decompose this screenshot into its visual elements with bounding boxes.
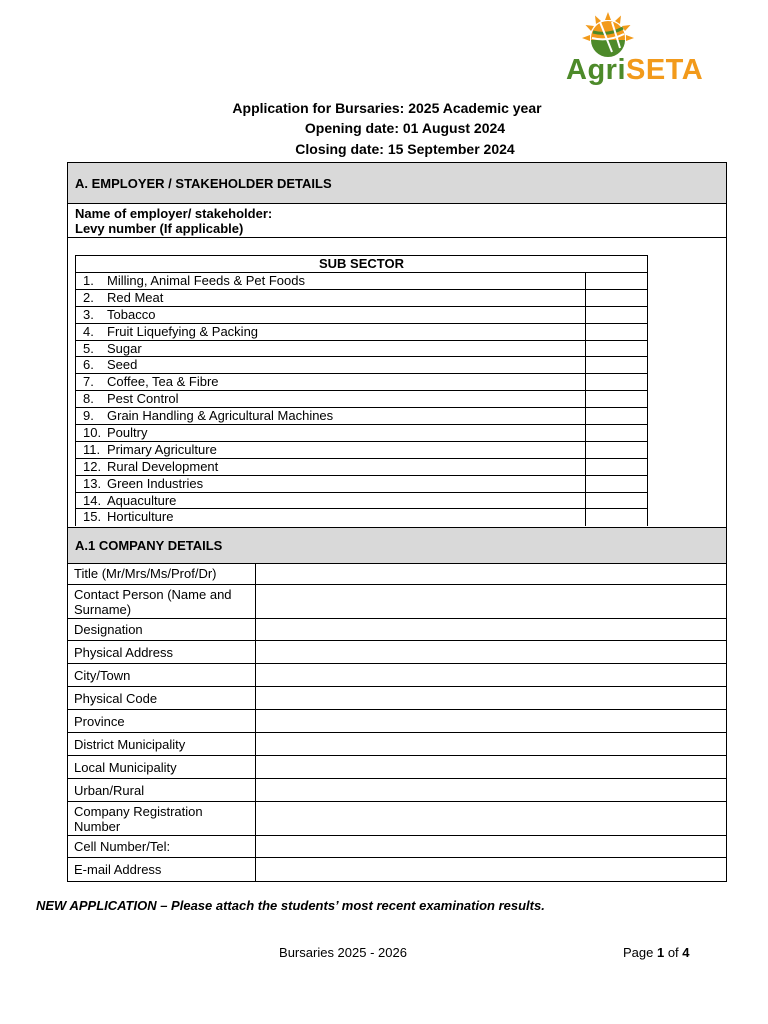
sub-sector-row [76, 273, 647, 290]
company-detail-input[interactable] [256, 836, 726, 857]
section-a-heading: A. EMPLOYER / STAKEHOLDER DETAILS [68, 163, 726, 204]
sub-sector-row [76, 493, 647, 510]
company-detail-row [68, 756, 726, 779]
sub-sector-title: SUB SECTOR [76, 256, 647, 273]
company-detail-label: Company Registration Number [68, 802, 256, 835]
sub-sector-checkbox-cell[interactable] [586, 324, 647, 340]
sub-sector-row [76, 357, 647, 374]
sub-sector-checkbox-cell[interactable] [586, 391, 647, 407]
sub-sector-checkbox-cell[interactable] [586, 493, 647, 509]
logo-seta-text: SETA [626, 54, 704, 86]
company-detail-input[interactable] [256, 563, 726, 584]
sub-sector-row [76, 324, 647, 341]
opening-date: Opening date: 01 August 2024 [304, 120, 506, 136]
company-detail-label: Title (Mr/Mrs/Ms/Prof/Dr) [68, 563, 256, 584]
sub-sector-number: 15. [83, 509, 102, 525]
sub-sector-label [76, 442, 586, 458]
sub-sector-row [76, 442, 647, 459]
sub-sector-label [76, 357, 586, 373]
page-total: 4 [682, 945, 690, 960]
company-detail-row [68, 710, 726, 733]
sub-sector-table [75, 255, 648, 526]
sub-sector-number: 6. [83, 357, 94, 373]
company-detail-label: Local Municipality [68, 756, 256, 778]
sub-sector-row [76, 509, 647, 526]
company-detail-row [68, 836, 726, 858]
sub-sector-row [76, 425, 647, 442]
sub-sector-number: 3. [83, 306, 94, 322]
application-form-table [67, 162, 727, 882]
sub-sector-number: 2. [83, 289, 94, 305]
page-indicator [623, 945, 690, 960]
sub-sector-name: Coffee, Tea & Fibre [107, 374, 219, 390]
sub-sector-row [76, 408, 647, 425]
section-a1-heading: A.1 COMPANY DETAILS [68, 527, 726, 564]
sub-sector-number: 4. [83, 323, 94, 339]
company-detail-input[interactable] [256, 858, 726, 881]
sub-sector-row [76, 341, 647, 358]
employer-name-label: Name of employer/ stakeholder: [75, 206, 273, 221]
employer-details-block[interactable] [68, 204, 726, 238]
sub-sector-name: Pest Control [107, 391, 179, 407]
company-detail-input[interactable] [256, 756, 726, 778]
sub-sector-label [76, 290, 586, 306]
sub-sector-label [76, 391, 586, 407]
company-detail-label: Province [68, 710, 256, 732]
sub-sector-checkbox-cell[interactable] [586, 273, 647, 289]
sub-sector-row [76, 459, 647, 476]
sub-sector-checkbox-cell[interactable] [586, 341, 647, 357]
sub-sector-name: Horticulture [107, 509, 174, 525]
sub-sector-checkbox-cell[interactable] [586, 290, 647, 306]
sub-sector-label [76, 476, 586, 492]
company-detail-input[interactable] [256, 802, 726, 835]
sub-sector-number: 10. [83, 425, 102, 441]
sub-sector-label [76, 425, 586, 441]
sub-sector-row [76, 307, 647, 324]
company-detail-row [68, 802, 726, 836]
sub-sector-row [76, 476, 647, 493]
sub-sector-number: 9. [83, 408, 94, 424]
company-detail-label: Urban/Rural [68, 779, 256, 801]
sub-sector-name: Grain Handling & Agricultural Machines [107, 408, 334, 424]
sub-sector-label [76, 374, 586, 390]
company-detail-label: Physical Address [68, 641, 256, 663]
company-detail-input[interactable] [256, 641, 726, 663]
sub-sector-name: Seed [107, 357, 138, 373]
sub-sector-name: Poultry [107, 425, 148, 441]
sub-sector-name: Rural Development [107, 458, 219, 474]
company-detail-label: District Municipality [68, 733, 256, 755]
sub-sector-label [76, 493, 586, 509]
company-detail-row [68, 779, 726, 802]
page-prefix: Page [623, 945, 657, 960]
sub-sector-label [76, 408, 586, 424]
company-detail-input[interactable] [256, 619, 726, 640]
company-detail-input[interactable] [256, 710, 726, 732]
sub-sector-label [76, 509, 586, 526]
company-detail-row [68, 733, 726, 756]
sub-sector-name: Sugar [107, 340, 142, 356]
sub-sector-checkbox-cell[interactable] [586, 408, 647, 424]
company-detail-input[interactable] [256, 585, 726, 618]
company-detail-row [68, 563, 726, 585]
company-detail-input[interactable] [256, 779, 726, 801]
sub-sector-number: 11. [83, 441, 101, 457]
page-of: of [664, 945, 683, 960]
sub-sector-checkbox-cell[interactable] [586, 357, 647, 373]
sub-sector-label [76, 324, 586, 340]
company-detail-label: E-mail Address [68, 858, 256, 881]
company-detail-label: City/Town [68, 664, 256, 686]
company-detail-label: Physical Code [68, 687, 256, 709]
form-title: Application for Bursaries: 2025 Academic year [232, 100, 542, 116]
sub-sector-row [76, 290, 647, 307]
company-detail-input[interactable] [256, 687, 726, 709]
sub-sector-number: 1. [83, 273, 94, 288]
sub-sector-checkbox-cell[interactable] [586, 442, 647, 458]
company-detail-input[interactable] [256, 664, 726, 686]
sub-sector-checkbox-cell[interactable] [586, 307, 647, 323]
sub-sector-name: Green Industries [107, 475, 204, 491]
sub-sector-label [76, 273, 586, 289]
company-detail-row [68, 585, 726, 619]
company-detail-row [68, 619, 726, 641]
sub-sector-number: 13. [83, 475, 102, 491]
company-detail-row [68, 687, 726, 710]
sub-sector-checkbox-cell[interactable] [586, 374, 647, 390]
closing-date: Closing date: 15 September 2024 [295, 141, 515, 157]
company-detail-label: Contact Person (Name and Surname) [68, 585, 256, 618]
company-detail-row [68, 858, 726, 881]
company-detail-row [68, 641, 726, 664]
sub-sector-name: Red Meat [107, 289, 164, 305]
sub-sector-name: Aquaculture [107, 492, 177, 508]
levy-number-label: Levy number (If applicable) [75, 221, 244, 236]
sub-sector-name: Milling, Animal Feeds & Pet Foods [107, 273, 305, 288]
company-detail-label: Cell Number/Tel: [68, 836, 256, 857]
sub-sector-checkbox-cell[interactable] [586, 509, 647, 526]
sub-sector-name: Tobacco [107, 306, 156, 322]
sub-sector-row [76, 374, 647, 391]
sub-sector-checkbox-cell[interactable] [586, 459, 647, 475]
footer-title: Bursaries 2025 - 2026 [279, 945, 407, 960]
sub-sector-row [76, 391, 647, 408]
sub-sector-name: Primary Agriculture [107, 441, 217, 457]
agriseta-wordmark [566, 56, 703, 85]
sub-sector-checkbox-cell[interactable] [586, 476, 647, 492]
page-number: 1 [656, 945, 665, 960]
company-details-table [68, 563, 726, 881]
new-application-note: NEW APPLICATION – Please attach the students’ most recent examination results. [36, 898, 545, 913]
company-detail-label: Designation [68, 619, 256, 640]
sub-sector-label [76, 341, 586, 357]
logo-agri-text: Agri [566, 54, 626, 86]
company-detail-row [68, 664, 726, 687]
sub-sector-label [76, 307, 586, 323]
company-detail-input[interactable] [256, 733, 726, 755]
sub-sector-number: 5. [83, 340, 94, 356]
sub-sector-number: 7. [83, 374, 94, 390]
sub-sector-label [76, 459, 586, 475]
sub-sector-number: 12. [83, 458, 102, 474]
sub-sector-number: 8. [83, 391, 94, 407]
sub-sector-name: Fruit Liquefying & Packing [107, 323, 259, 339]
sub-sector-checkbox-cell[interactable] [586, 425, 647, 441]
sub-sector-number: 14. [83, 492, 102, 508]
